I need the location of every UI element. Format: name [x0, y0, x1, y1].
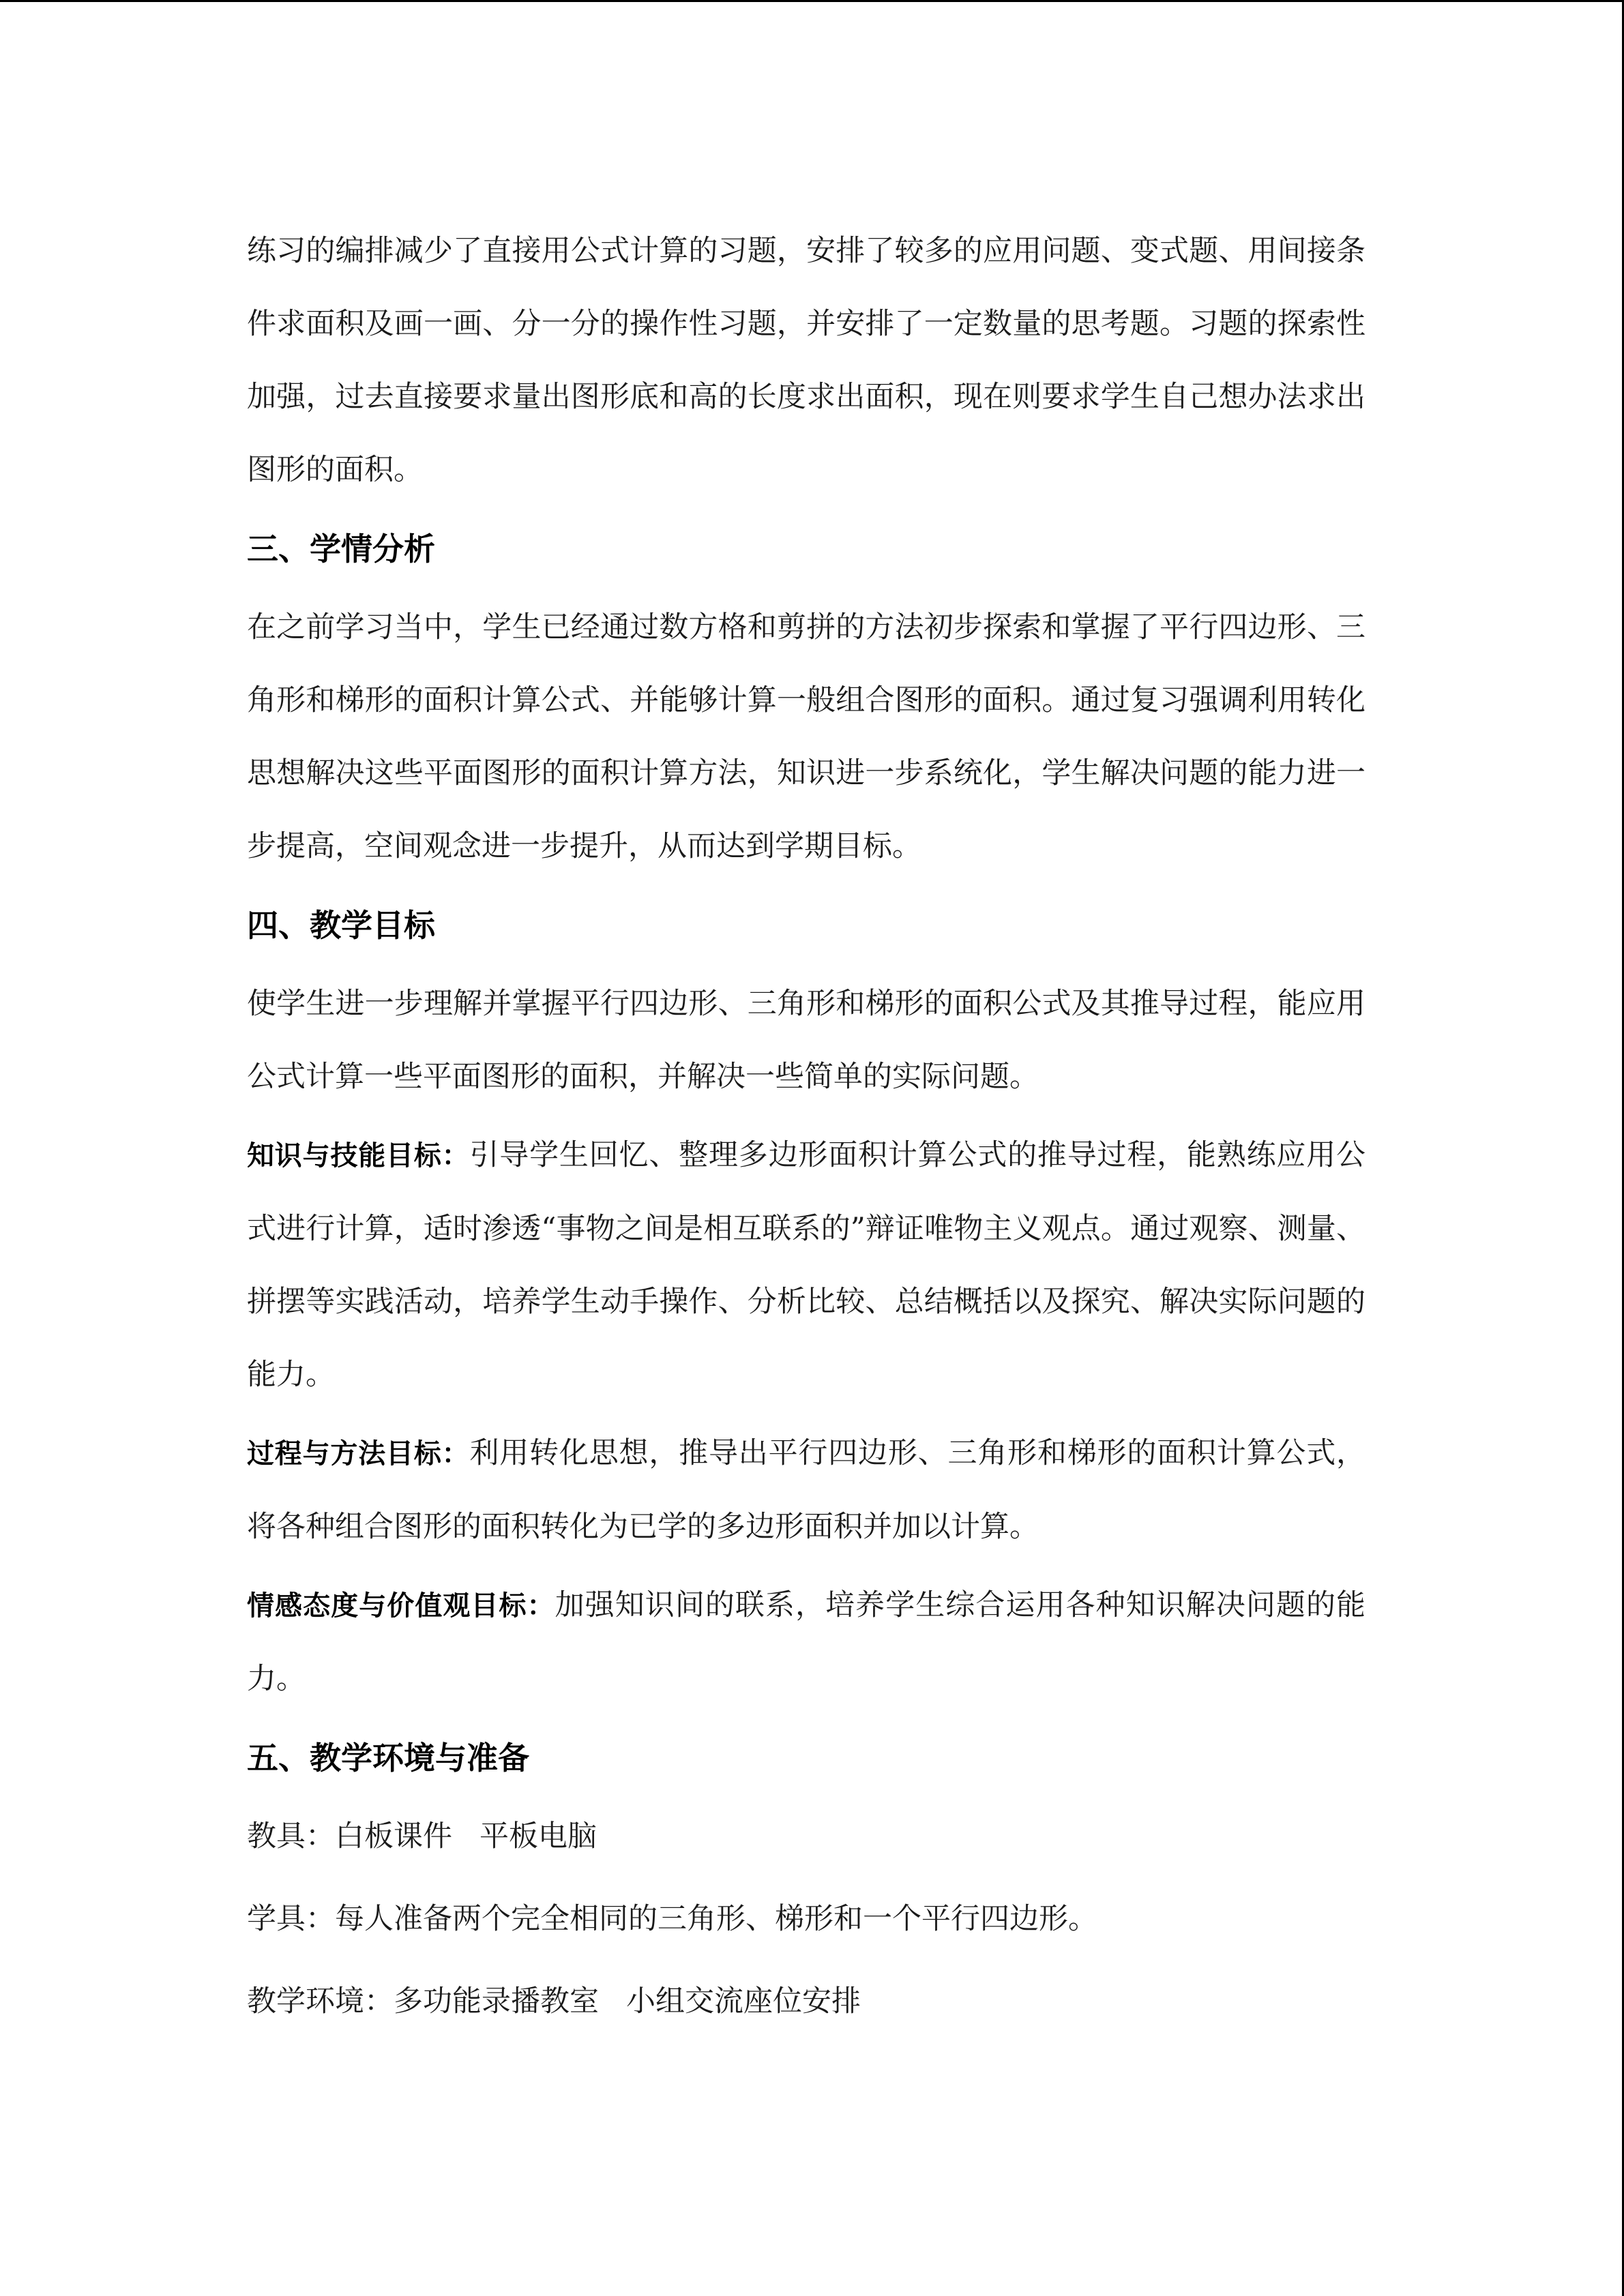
teaching-tools-label: 教具：: [247, 1819, 335, 1853]
goal-attitude-values: [247, 1569, 1365, 1716]
learning-tools-label: 学具：: [247, 1902, 335, 1936]
section-4-paragraph: 使学生进一步理解并掌握平行四边形、三角形和梯形的面积公式及其推导过程，能应用公式计算一些平面图形的面积，并解决一些简单的实际问题。: [247, 987, 1365, 1094]
section-3-paragraph: 在之前学习当中，学生已经通过数方格和剪拼的方法初步探索和掌握了平行四边形、三角形和梯形的面积计算公式、并能够计算一般组合图形的面积。通过复习强调利用转化思想解决这些平面图形的面积计算方法，知识进一步系统化，学生解决问题的能力进一步提高，空间观念进一步提升，从而达到学期目标。: [247, 610, 1365, 863]
section-4-heading: 四、教学目标: [247, 907, 435, 944]
teaching-tool-item: 平板电脑: [479, 1819, 597, 1853]
intro-paragraph: 练习的编排减少了直接用公式计算的习题，安排了较多的应用问题、变式题、用间接条件求面积及画一画、分一分的操作性习题，并安排了一定数量的思考题。习题的探索性加强，过去直接要求量出图形底和高的长度求出面积，现在则要求学生自己想办法求出图形的面积。: [247, 234, 1365, 487]
learning-tools-line: [247, 1883, 1365, 1956]
goal-label: 情感态度与价值观目标：: [247, 1590, 555, 1622]
goal-text: 引导学生回忆、整理多边形面积计算公式的推导过程，能熟练应用公式进行计算，适时渗透“事物之间是相互联系的”辩证唯物主义观点。通过观察、测量、拼摆等实践活动，培养学生动手操作、分析比较、总结概括以及探究、解决实际问题的能力。: [247, 1138, 1366, 1392]
goal-label: 过程与方法目标：: [247, 1438, 470, 1470]
goal-text: 利用转化思想，推导出平行四边形、三角形和梯形的面积计算公式，将各种组合图形的面积转化为已学的多边形面积并加以计算。: [247, 1436, 1366, 1544]
goal-label: 知识与技能目标：: [247, 1140, 470, 1172]
teaching-tool-item: 白板课件: [335, 1819, 452, 1853]
document-body: [247, 215, 1365, 2038]
environment-item: 多功能录播教室: [394, 1984, 599, 2018]
goal-knowledge-skills: [247, 1119, 1365, 1412]
environment-label: 教学环境：: [247, 1984, 394, 2018]
section-3-heading: 三、学情分析: [247, 531, 435, 567]
section-5-heading: 五、教学环境与准备: [247, 1740, 529, 1776]
environment-item: 小组交流座位安排: [626, 1984, 861, 2018]
learning-tools-text: 每人准备两个完全相同的三角形、梯形和一个平行四边形。: [335, 1902, 1097, 1936]
goal-process-method: [247, 1417, 1365, 1564]
environment-line: [247, 1965, 1365, 2038]
teaching-tools-line: [247, 1800, 1365, 1873]
goal-text: 加强知识间的联系，培养学生综合运用各种知识解决问题的能力。: [247, 1588, 1366, 1696]
